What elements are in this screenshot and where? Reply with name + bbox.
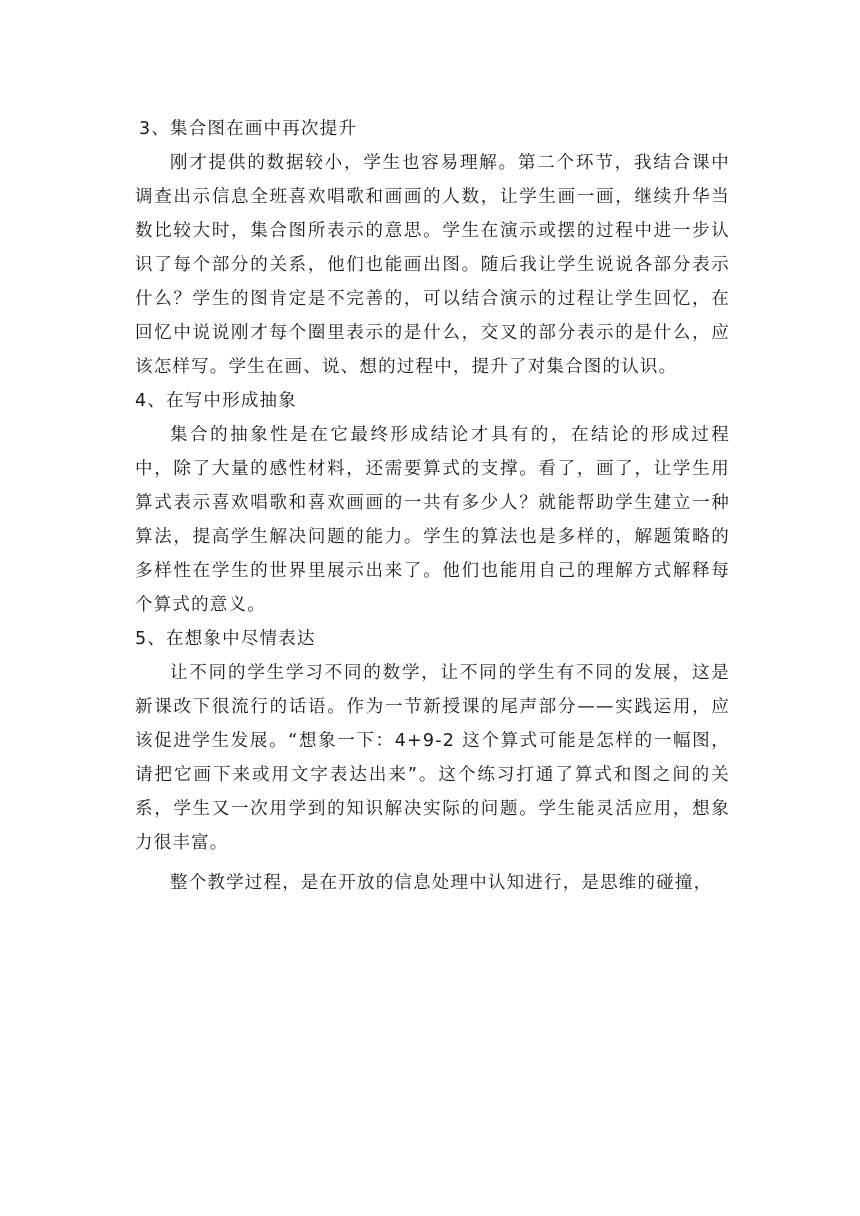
section-paragraph-4: 集合的抽象性是在它最终形成结论才具有的，在结论的形成过程中，除了大量的感性材料，还需要算式的支撑。看了，画了，让学生用算式表示喜欢唱歌和喜欢画画的一共有多少人？就能帮助学生建立一种算法，提高学生解决问题的能力。学生的算法也是多样的，解题策略的多样性在学生的世界里展示出来了。他们也能用自己的理解方式解释每个算式的意义。	[135, 425, 730, 615]
section-paragraph-3: 刚才提供的数据较小，学生也容易理解。第二个环节，我结合课中调查出示信息全班喜欢唱歌和画画的人数，让学生画一画，继续升华当数比较大时，集合图所表示的意思。学生在演示或摆的过程中进一步认识了每个部分的关系，他们也能画出图。随后我让学生说说各部分表示什么？学生的图肯定是不完善的，可以结合演示的过程让学生回忆，在回忆中说说刚才每个圈里表示的是什么，交叉的部分表示的是什么，应该怎样写。学生在画、说、想的过程中，提升了对集合图的认识。	[135, 153, 730, 377]
section-paragraph-5: 让不同的学生学习不同的数学，让不同的学生有不同的发展，这是新课改下很流行的话语。作为一节新授课的尾声部分——实践运用，应该促进学生发展。“想象一下：4+9-2 这个算式可能是怎样的一幅图，请把它画下来或用文字表达出来”。这个练习打通了算式和图之间的关系，学生又一次用学到的知识解决实际的问题。学生能灵活应用，想象力很丰富。	[135, 663, 730, 853]
section-heading-5: 5、在想象中尽情表达	[135, 629, 316, 649]
section-heading-3: 3、集合图在画中再次提升	[139, 119, 358, 139]
document-body	[135, 112, 730, 900]
closing-paragraph: 整个教学过程，是在开放的信息处理中认知进行，是思维的碰撞，	[170, 873, 713, 893]
section-heading-4: 4、在写中形成抽象	[135, 391, 297, 411]
